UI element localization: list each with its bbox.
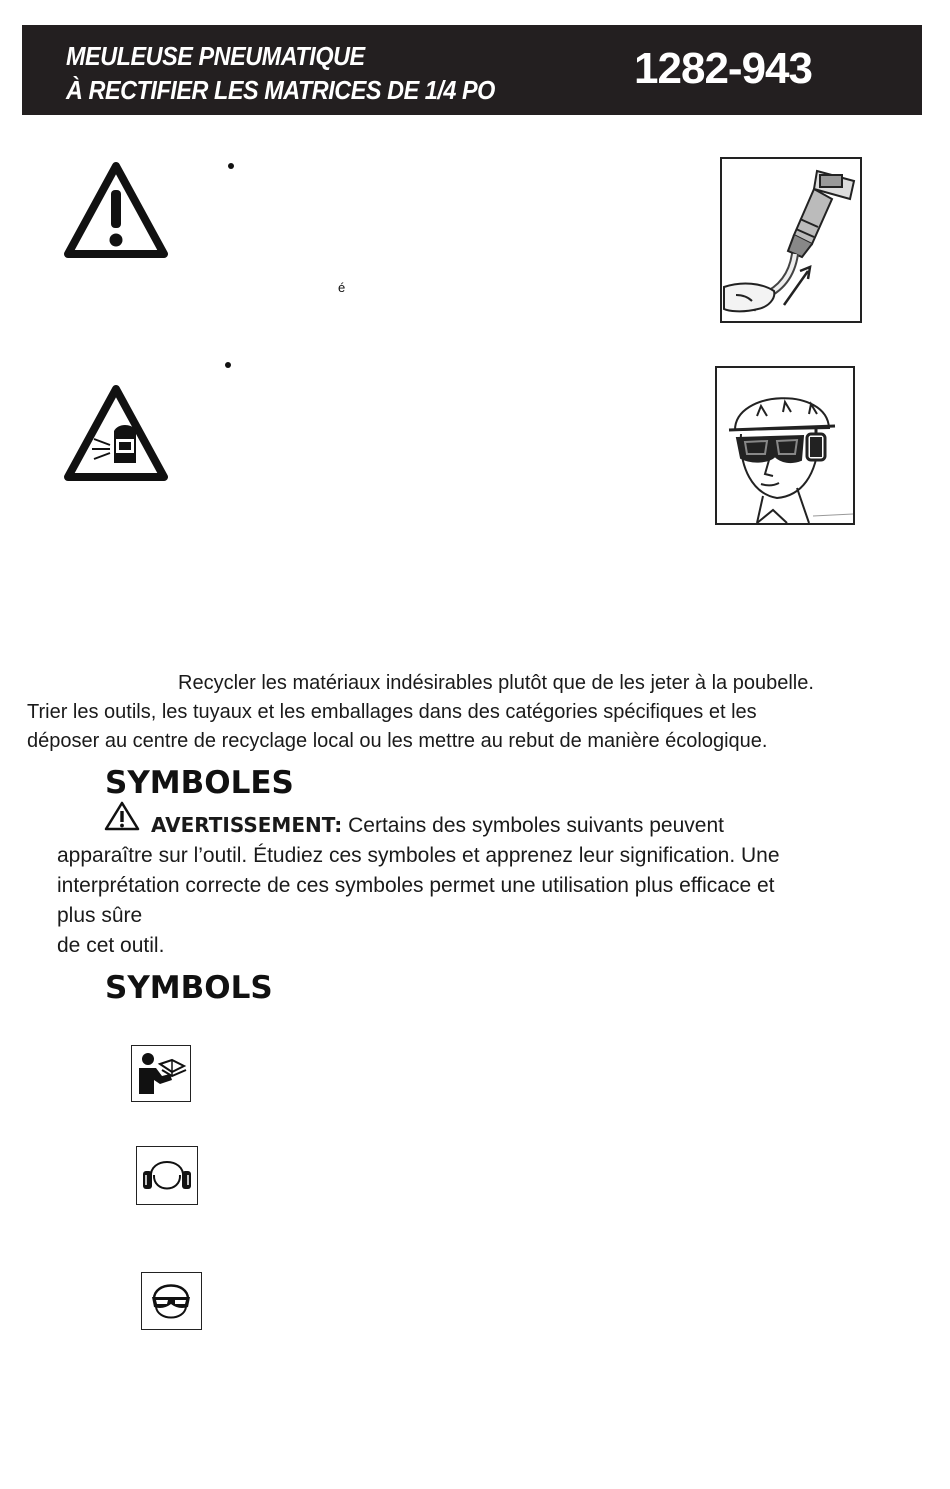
recycling-line-3: déposer au centre de recyclage local ou les mettre au rebut de manière écologique. [27, 730, 768, 752]
bullet-point [228, 163, 234, 169]
protective-gear-drawing [717, 368, 853, 523]
header-bar [22, 25, 922, 115]
grinder-hose-drawing [722, 159, 860, 321]
recycling-line-1: Recycler les matériaux indésirables plutôt que de les jeter à la poubelle. [178, 672, 814, 694]
warning-keyword: AVERTISSEMENT: [151, 813, 343, 837]
warning-first-line [57, 810, 877, 841]
title-line-2: À RECTIFIER LES MATRICES DE 1/4 PO [66, 75, 495, 105]
warning-text-5: de cet outil. [57, 934, 165, 957]
model-number: 1282-943 [634, 44, 812, 93]
bullet-point [225, 362, 231, 368]
recycling-line-2: Trier les outils, les tuyaux et les emballages dans des catégories spécifiques et les [27, 701, 757, 723]
symboles-heading: SYMBOLES [105, 765, 294, 801]
eye-protection-icon [141, 1272, 202, 1330]
read-manual-drawing [132, 1046, 190, 1101]
document-title [66, 39, 495, 107]
eye-protection-warning-icon [62, 383, 170, 483]
warning-text-3: interprétation correcte de ces symboles permet une utilisation plus efficace et [57, 874, 775, 897]
grinder-hose-illustration [720, 157, 862, 323]
title-line-1: MEULEUSE PNEUMATIQUE [66, 41, 365, 71]
ear-protection-drawing [137, 1147, 197, 1204]
symbols-heading: SYMBOLS [105, 970, 273, 1006]
ear-protection-icon [136, 1146, 198, 1205]
warning-triangle-icon [62, 160, 170, 260]
protective-gear-illustration [715, 366, 855, 525]
warning-text-1: Certains des symboles suivants peuvent [342, 814, 724, 837]
warning-text-4: plus sûre [57, 904, 143, 927]
eye-protection-drawing [142, 1273, 201, 1329]
stray-character: é [338, 280, 346, 295]
read-manual-icon [131, 1045, 191, 1102]
warning-text-2: apparaître sur l’outil. Étudiez ces symboles et apprenez leur signification. Une [57, 844, 780, 867]
symbols-warning-paragraph [57, 810, 877, 961]
